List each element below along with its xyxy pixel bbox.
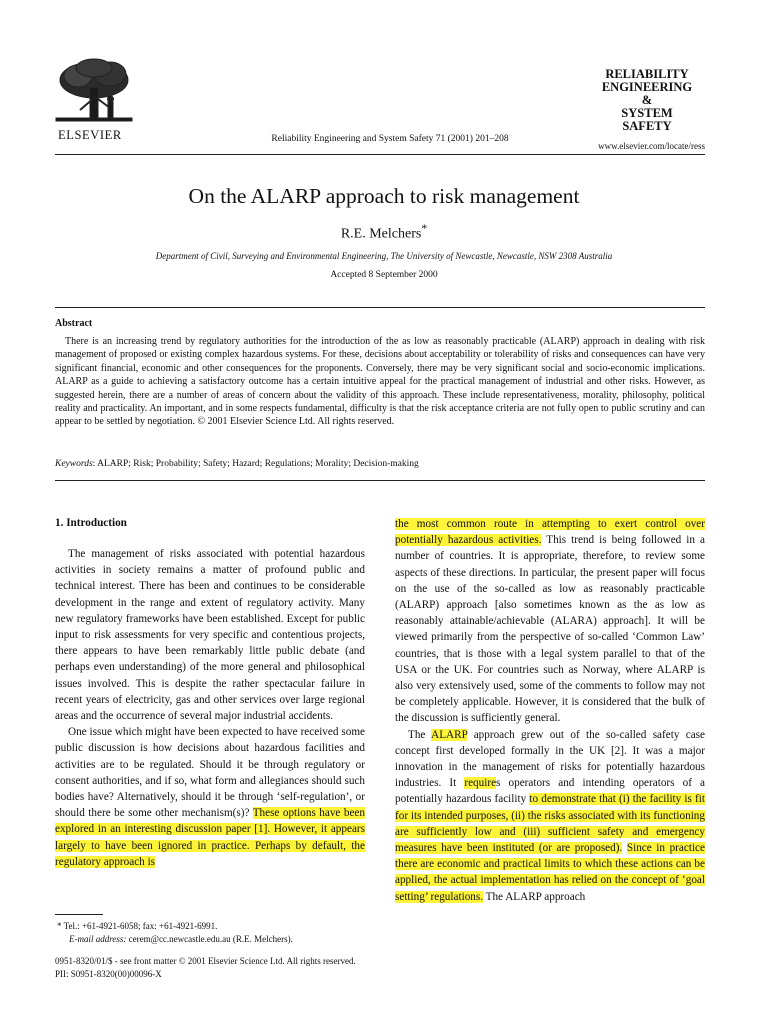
journal-name-line: SAFETY — [622, 119, 672, 133]
journal-url-link[interactable]: www.elsevier.com/locate/ress — [598, 141, 705, 151]
abstract-bottom-rule — [55, 480, 705, 481]
pii-line: PII: S0951-8320(00)00096-X — [55, 969, 162, 979]
footnote-contact: * Tel.: +61-4921-6058; fax: +61-4921-6991. — [57, 921, 218, 931]
page-footer — [55, 955, 356, 981]
author-affiliation: Department of Civil, Surveying and Environmental Engineering, The University of Newcastle, Newcastle, NSW 2308 Australia — [155, 251, 613, 261]
paragraph-text: One issue which might have been expected to have received some public discussion is how decisions about hazardous facilities and activities are to be regulated. Should it be through regulatory or consent authorities, and if so, what form and allegiances should such bodies have? Alternatively, should it be through ‘self-regulation’, or should there be some other mechanism(s)? — [55, 726, 365, 820]
paragraph-text: This trend is being followed in a number of countries. It is appropriate, therefore, to review some aspects of these directions. In particular, the present paper will focus on the use of the so-called as low as reasonably practicable (ALARP) approach [also sometimes known as the as low as reasonably attainable/achievable (ALARA) approach]. It will be viewed primarily from the perspective of so-called ‘Common Law’ countries, that is those with a legal system parallel to that of the USA or the UK. For countries such as Norway, where ALARP is also very extensively used, some of the comments to follow may not be completely applicable. However, it is considered that the bulk of the discussion is sufficiently general. — [395, 534, 705, 725]
section-heading-introduction: 1. Introduction — [55, 517, 127, 529]
journal-name-line: SYSTEM — [621, 106, 673, 120]
footnote-rule — [55, 914, 103, 915]
paragraph-text: The — [408, 728, 432, 741]
author-name: R.E. Melchers — [340, 226, 422, 242]
email-address[interactable]: cerem@cc.newcastle.edu.au (R.E. Melchers). — [126, 934, 293, 944]
accepted-date: Accepted 8 September 2000 — [330, 270, 438, 280]
paragraph-text: approach grew out of the so-called safety case concept first developed formally in the UK [2]. It was a major innovation in the management of risks for potentially hazardous industries. It — [395, 728, 705, 790]
paragraph — [55, 724, 365, 870]
header-divider — [55, 154, 705, 155]
abstract-text: There is an increasing trend by regulatory authorities for the introduction of the as low as reasonably practicable (ALARP) approach in dealing with risk management of proposed or existing complex hazardous systems. For these, decisions about acceptability or tolerability of risks and consequences can have very significant financial, economic and other consequences for the proponents. Conversely, there may be very significant social and socio-economic implications. ALARP as a guide to achieving a satisfactory outcome has a certain intuitive appeal for the practical management of industrial and other risks. However, as suggested herein, there are a number of areas of concern about the validity of this approach. These include representativeness, morality, philosophy, political reality and practicality. An important, and in some respects fundamental, difficulty is that the risk acceptance criteria are not fully open to public scrutiny and can appear to be settled by negotiation. © 2001 Elsevier Science Ltd. All rights reserved. — [55, 336, 705, 428]
abstract-heading: Abstract — [55, 318, 93, 329]
highlighted-text[interactable]: require — [464, 777, 497, 790]
highlighted-text[interactable]: Since in practice there are economic and practical limits to which these actions can be applied, the actual implementation has relied on the concept of ‘goal setting’ regulations. — [395, 842, 705, 903]
right-column — [395, 516, 705, 905]
elsevier-tree-logo — [52, 58, 136, 126]
journal-name-line: & — [641, 93, 653, 107]
highlighted-text[interactable]: These options have been explored in an interesting discussion paper [1]. However, it appears largely to have been ignored in practice. Perhaps by default, the regulatory approach is — [55, 807, 365, 868]
paragraph — [395, 516, 705, 727]
journal-name-block — [572, 68, 722, 133]
highlighted-text[interactable]: to demonstrate that (i) the facility is fit for its intended purposes, (ii) the risks associated with its functioning are sufficiently low and (iii) sufficient safety and emergency measures have been instituted (or are proposed). — [395, 793, 705, 855]
author-footnote — [57, 920, 293, 946]
highlighted-text[interactable]: the most common route in attempting to exert control over potentially hazardous activities. — [395, 518, 705, 547]
keywords-list: : ALARP; Risk; Probability; Safety; Hazard; Regulations; Morality; Decision-making — [92, 459, 419, 469]
paragraph-text: s operators and intending operators of a potentially hazardous facility — [395, 777, 705, 806]
paragraph — [395, 727, 705, 905]
left-column — [55, 546, 365, 870]
paragraph-text: The ALARP approach — [483, 890, 586, 903]
copyright-line: 0951-8320/01/$ - see front matter © 2001 Elsevier Science Ltd. All rights reserved. — [55, 956, 356, 966]
keywords-line — [55, 459, 705, 469]
publisher-logo-text: ELSEVIER — [58, 128, 122, 142]
footnote-email — [57, 933, 293, 946]
paragraph: The management of risks associated with potential hazardous activities in society remains a matter of profound public and technical interest. There has been and continues to be considerable development in the range and extent of regulatory activity. Many new regulatory frameworks have been established. Except for public input to risk assessments for very specific and contentious projects, there appears to have been remarkably little public debate (and perhaps even understanding) of the more general and philosophical issues involved. This is despite the rather spectacular failure in recent years of electricity, gas and other services over large regional areas and the occurrence of several major industrial accidents. — [55, 548, 365, 723]
article-title: On the ALARP approach to risk management — [188, 184, 580, 208]
journal-citation: Reliability Engineering and System Safety 71 (2001) 201–208 — [271, 134, 509, 144]
journal-name-line: RELIABILITY — [605, 67, 689, 81]
author-footnote-mark[interactable]: * — [421, 222, 428, 235]
journal-name-line: ENGINEERING — [601, 80, 693, 94]
highlighted-text[interactable]: ALARP — [431, 728, 468, 741]
abstract-top-rule — [55, 307, 705, 308]
author-line — [0, 222, 768, 243]
email-label: E-mail address: — [69, 934, 127, 944]
keywords-label: Keywords — [55, 459, 93, 469]
